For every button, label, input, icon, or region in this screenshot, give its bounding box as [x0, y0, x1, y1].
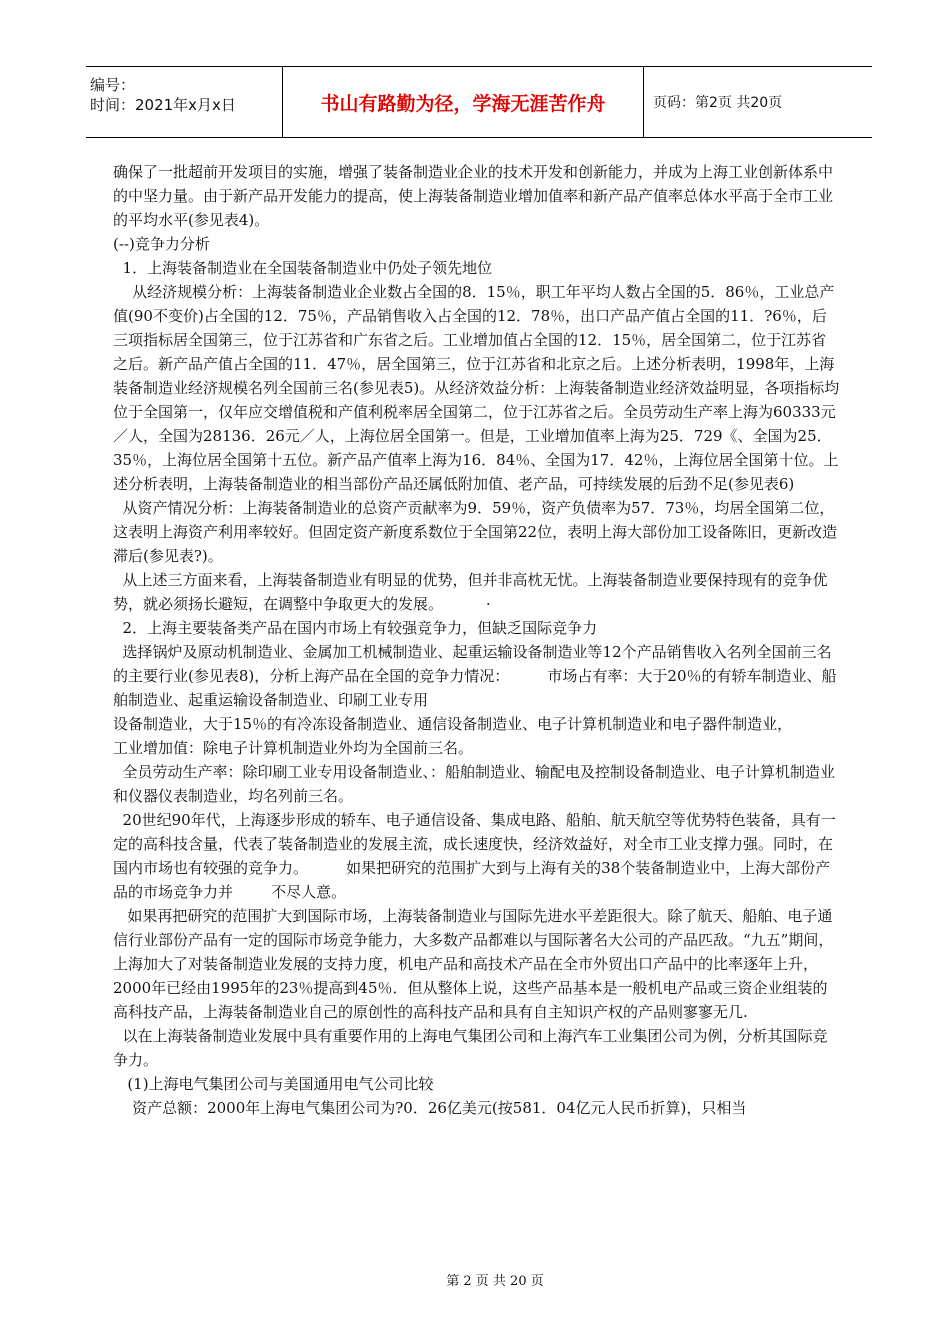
footer-page-number: 第 2 页 共 20 页 [446, 1274, 544, 1289]
paragraph: 2．上海主要装备类产品在国内市场上有较强竞争力，但缺乏国际竞争力 [113, 619, 598, 637]
paragraph: 资产总额：2000年上海电气集团公司为?0．26亿美元(按581．04亿元人民币折算)，只相当 [113, 1099, 747, 1117]
header-page-cell [643, 67, 872, 137]
paragraph: 如果再把研究的范围扩大到国际市场，上海装备制造业与国际先进水平差距很大。除了航天、船舶、电子通信行业部份产品有一定的国际市场竞争能力，大多数产品都难以与国际著名大公司的产品匹敌。“九五”期间，上海加大了对装备制造业发展的支持力度，机电产品和高技术产品在全市外贸出口产品中的比率逐年上升，2000年已经由1995年的23％提高到45％．但从整体上说，这些产品基本是一般机电产品或三资企业组装的高科技产品，上海装备制造业自己的原创性的高科技产品和具有自主知识产权的产品则寥寥无几. [113, 907, 834, 1021]
header-number-label: 编号： [90, 76, 136, 94]
paragraph: (--)竞争力分析 [113, 235, 210, 253]
paragraph: 1．上海装备制造业在全国装备制造业中仍处子领先地位 [113, 259, 493, 277]
paragraph: 全员劳动生产率：除印刷工业专用设备制造业、：船舶制造业、输配电及控制设备制造业、电子计算机制造业和仪器仪表制造业，均名列前三名。 [113, 763, 836, 805]
page-footer [0, 1270, 950, 1289]
header-motto: 书山有路勤为径，学海无涯苦作舟 [320, 92, 606, 115]
paragraph: 确保了一批超前开发项目的实施，增强了装备制造业企业的技术开发和创新能力，并成为上海工业创新体系中的中坚力量。由于新产品开发能力的提高，使上海装备制造业增加值率和新产品产值率总体水平高于全市工业的平均水平(参见表4)。 [113, 163, 834, 229]
paragraph: 选择锅炉及原动机制造业、金属加工机械制造业、起重运输设备制造业等12个产品销售收入名列全国前三名的主要行业(参见表8)，分析上海产品在全国的竞争力情况： 市场占有率：大于20％的有轿车制造业、船舶制造业、起重运输设备制造业、印刷工业专用 [113, 643, 837, 709]
paragraph: (1)上海电气集团公司与美国通用电气公司比较 [113, 1075, 434, 1093]
header-page-label: 页码：第2页 共20页 [653, 95, 783, 111]
paragraph: 设备制造业，大于15％的有冷冻设备制造业、通信设备制造业、电子计算机制造业和电子器件制造业， 工业增加值：除电子计算机制造业外均为全国前三名。 [113, 715, 831, 757]
header-meta [86, 67, 282, 137]
paragraph: 以在上海装备制造业发展中具有重要作用的上海电气集团公司和上海汽车工业集团公司为例，分析其国际竞争力。 [113, 1027, 828, 1069]
page-header [86, 66, 872, 138]
paragraph: 从资产情况分析：上海装备制造业的总资产贡献率为9．59％，资产负债率为57．73％，均居全国第二位，这表明上海资产利用率较好。但固定资产新度系数位于全国第22位，表明上海大部份加工设备陈旧，更新改造滞后(参见表?)。 [113, 499, 838, 565]
header-motto-cell [282, 67, 644, 137]
body-text [113, 160, 840, 1120]
paragraph: 20世纪90年代，上海逐步形成的轿车、电子通信设备、集成电路、船舶、航天航空等优势特色装备，具有一定的高科技含量，代表了装备制造业的发展主流，成长速度快，经济效益好，对全市工业支撑力强。同时，在国内市场也有较强的竞争力。 如果把研究的范围扩大到与上海有关的38个装备制造业中，上海大部份产品的市场竞争力并 不尽人意。 [113, 811, 836, 901]
paragraph: 从上述三方面来看，上海装备制造业有明显的优势，但并非高枕无忧。上海装备制造业要保持现有的竞争优势，就必须扬长避短，在调整中争取更大的发展。 · [113, 571, 828, 613]
paragraph: 从经济规模分析：上海装备制造业企业数占全国的8．15％，职工年平均人数占全国的5．86％，工业总产值(90不变价)占全国的12．75％，产品销售收入占全国的12．78％，出口产品产值占全国的11．?6％，后三项指标居全国第三，位于江苏省和广东省之后。工业增加值占全国的12．15％，居全国第二，位于江苏省之后。新产品产值占全国的11．47％，居全国第三，位于江苏省和北京之后。上述分析表明，1998年，上海装备制造业经济规模名列全国前三名(参见表5)。从经济效益分析：上海装备制造业经济效益明显，各项指标均位于全国第一，仅年应交增值税和产值利税率居全国第二，位于江苏省之后。全员劳动生产率上海为60333元／人，全国为28136．26元／人，上海位居全国第一。但是，工业增加值率上海为25．729《、全国为25．35％，上海位居全国第十五位。新产品产值率上海为16．84％、全国为17．42％，上海位居全国第十位。上述分析表明，上海装备制造业的相当部份产品还属低附加值、老产品，可持续发展的后劲不足(参见表6) [113, 283, 840, 493]
header-time-label: 时间：2021年x月x日 [90, 96, 236, 114]
